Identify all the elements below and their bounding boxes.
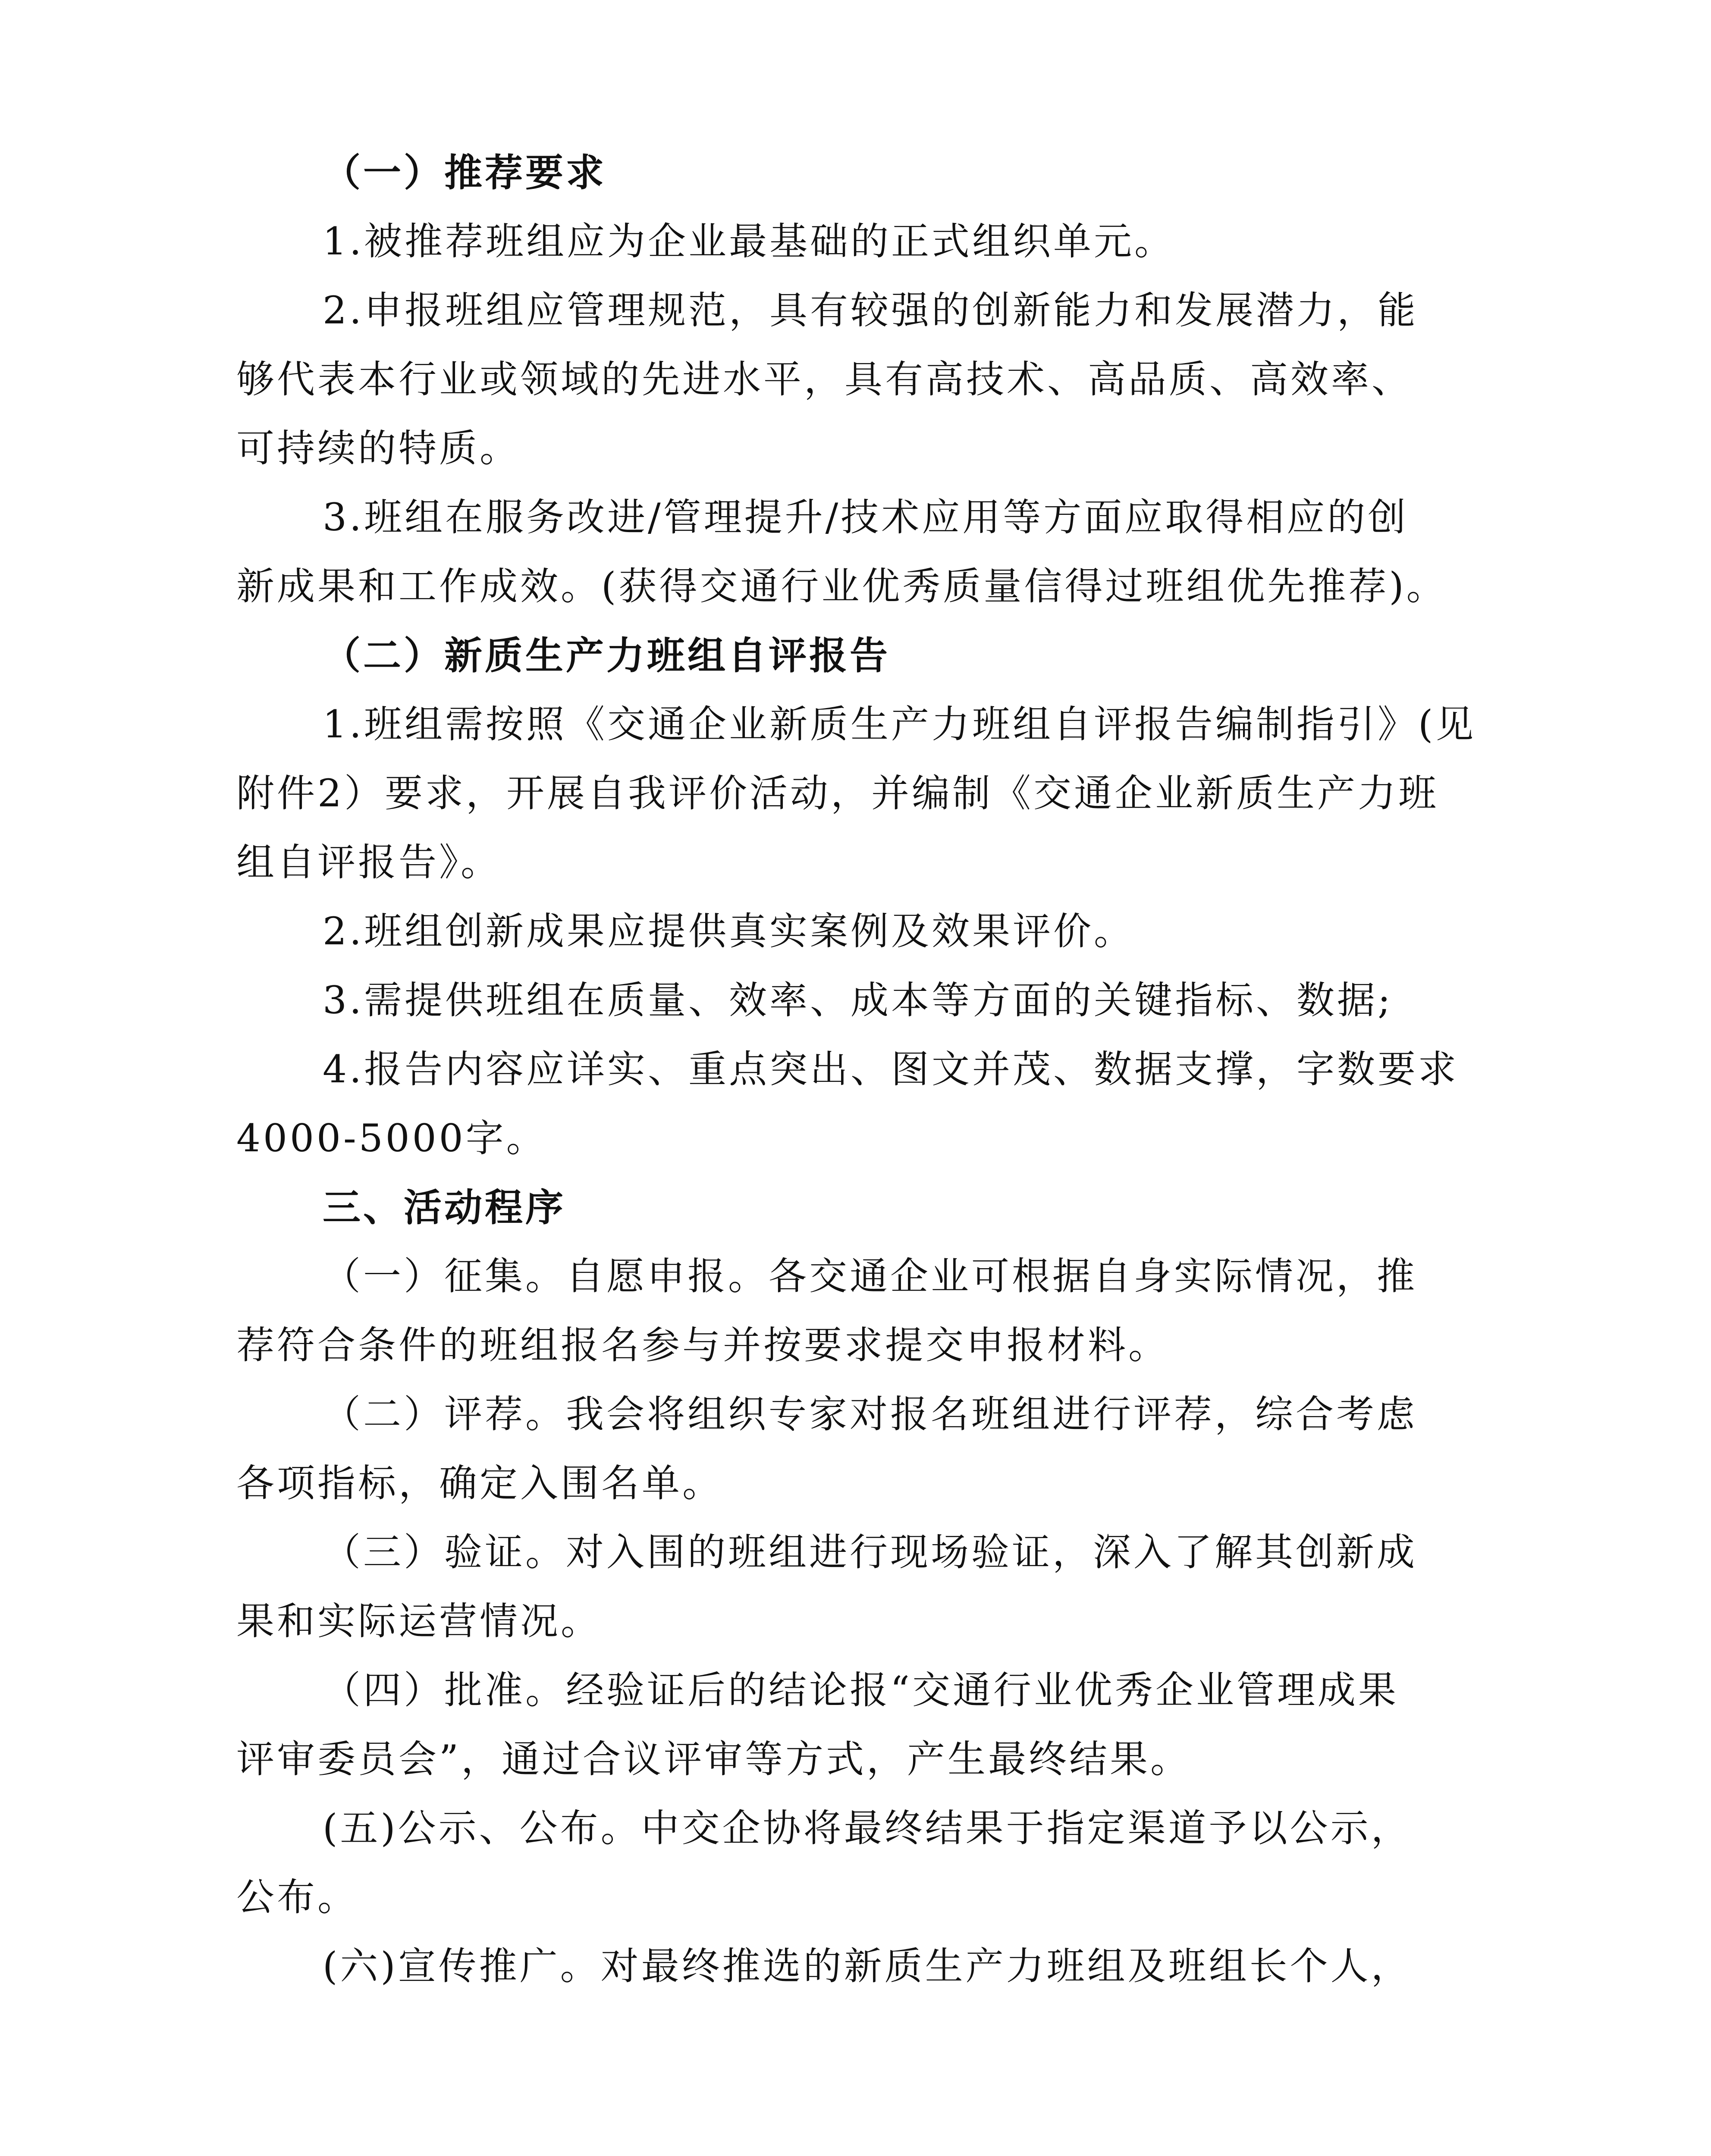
- section-heading: 三、活动程序: [323, 1185, 566, 1230]
- paragraph-line: 够代表本行业或领域的先进水平，具有高技术、高品质、高效率、: [236, 357, 1413, 401]
- paragraph-line: 可持续的特质。: [236, 426, 521, 470]
- section-heading: （一）推荐要求: [323, 150, 607, 195]
- paragraph-line: 4.报告内容应详实、重点突出、图文并茂、数据支撑，字数要求: [323, 1047, 1459, 1091]
- document-body: [236, 138, 1476, 2001]
- paragraph-line: (五)公示、公布。中交企协将最终结果于指定渠道予以公示，: [323, 1806, 1412, 1850]
- paragraph-line: （一）征集。自愿申报。各交通企业可根据自身实际情况，推: [323, 1254, 1418, 1298]
- paragraph-line: 4000-5000字。: [236, 1116, 547, 1160]
- paragraph-line: 3.班组在服务改进/管理提升/技术应用等方面应取得相应的创: [323, 495, 1409, 539]
- paragraph-line: （三）验证。对入围的班组进行现场验证，深入了解其创新成: [323, 1530, 1418, 1574]
- paragraph-line: (六)宣传推广。对最终推选的新质生产力班组及班组长个人，: [323, 1944, 1412, 1988]
- paragraph-line: （四）批准。经验证后的结论报“交通行业优秀企业管理成果: [323, 1668, 1399, 1712]
- paragraph-line: 各项指标，确定入围名单。: [236, 1461, 723, 1505]
- paragraph-line: 附件2）要求，开展自我评价活动，并编制《交通企业新质生产力班: [236, 771, 1439, 815]
- paragraph-line: 荐符合条件的班组报名参与并按要求提交申报材料。: [236, 1323, 1169, 1367]
- paragraph-line: 1.班组需按照《交通企业新质生产力班组自评报告编制指引》(见: [323, 702, 1476, 746]
- paragraph-line: 组自评报告》。: [236, 840, 502, 884]
- paragraph-line: （二）评荐。我会将组织专家对报名班组进行评荐，综合考虑: [323, 1392, 1418, 1436]
- paragraph-line: 2.班组创新成果应提供真实案例及效果评价。: [323, 909, 1134, 953]
- paragraph-line: 1.被推荐班组应为企业最基础的正式组织单元。: [323, 219, 1175, 263]
- paragraph-line: 2.申报班组应管理规范，具有较强的创新能力和发展潜力，能: [323, 288, 1418, 332]
- paragraph-line: 评审委员会”，通过合议评审等方式，产生最终结果。: [236, 1737, 1191, 1781]
- paragraph-line: 3.需提供班组在质量、效率、成本等方面的关键指标、数据;: [323, 978, 1393, 1022]
- paragraph-line: 果和实际运营情况。: [236, 1599, 602, 1643]
- section-heading: （二）新质生产力班组自评报告: [323, 633, 891, 678]
- paragraph-line: 新成果和工作成效。(获得交通行业优秀质量信得过班组优先推荐)。: [236, 564, 1447, 608]
- paragraph-line: 公布。: [236, 1875, 358, 1919]
